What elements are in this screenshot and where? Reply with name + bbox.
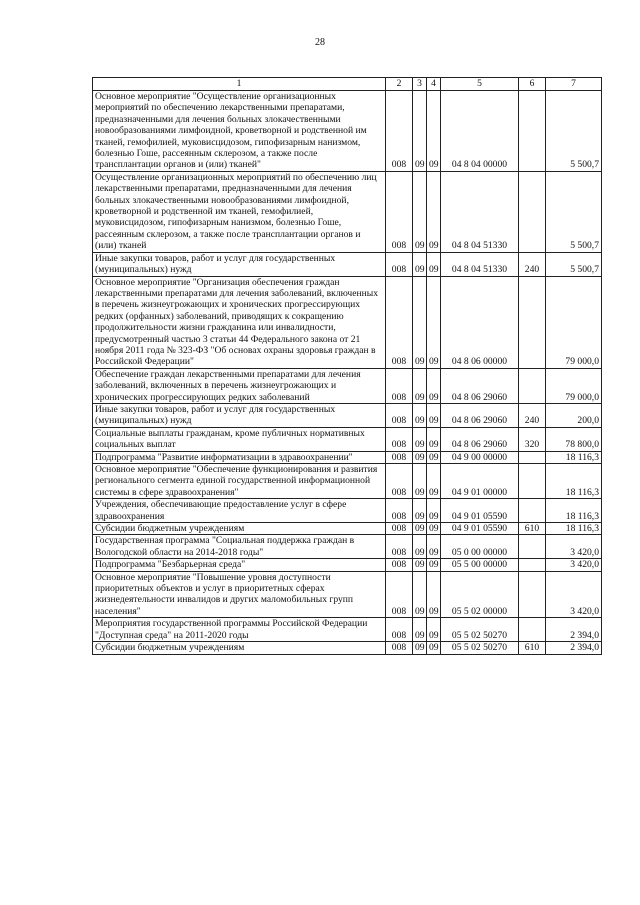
ministry-code: 008 (386, 91, 413, 172)
table-row (93, 523, 602, 535)
expense-type-code (519, 171, 546, 252)
row-name: Подпрограмма "Развитие информатизации в здравоохранении" (93, 451, 386, 463)
section-code: 09 (413, 535, 427, 559)
ministry-code: 008 (386, 427, 413, 451)
amount: 5 500,7 (546, 252, 602, 276)
section-code: 09 (413, 252, 427, 276)
table-row (93, 91, 602, 172)
row-name: Обеспечение граждан лекарственными препаратами для лечения заболеваний, включенных в перечень жизнеугрожающих и хронических прогрессирующих редких заболеваний (93, 368, 386, 403)
target-article-code: 05 5 02 00000 (441, 571, 519, 618)
table-body (93, 91, 602, 655)
table-row (93, 171, 602, 252)
row-name: Осуществление организационных мероприятий по обеспечению лиц лекарственными препаратами, предназначенными для лечения больных злокачественными новообразованиями лимфоидной, кроветворной и родственной им тканей, гемофилией, муковисцидозом, гипофизарным нанизмом, болезнью Гоше, рассеянным склерозом, а также после трансплантации органов и (или) тканей (93, 171, 386, 252)
row-name: Мероприятия государственной программы Российской Федерации "Доступная среда" на 2011-2020 годы (93, 618, 386, 642)
target-article-code: 05 5 00 00000 (441, 559, 519, 571)
section-code: 09 (413, 276, 427, 368)
ministry-code: 008 (386, 276, 413, 368)
subsection-code: 09 (427, 523, 441, 535)
row-name: Учреждения, обеспечивающие предоставление услуг в сфере здравоохранения (93, 499, 386, 523)
section-code: 09 (413, 451, 427, 463)
row-name: Основное мероприятие "Повышение уровня доступности приоритетных объектов и услуг в приоритетных сферах жизнедеятельности инвалидов и других маломобильных групп населения" (93, 571, 386, 618)
amount: 2 394,0 (546, 642, 602, 654)
table-row (93, 642, 602, 654)
section-code: 09 (413, 523, 427, 535)
section-code: 09 (413, 642, 427, 654)
table-row (93, 618, 602, 642)
table-row (93, 559, 602, 571)
expense-type-code (519, 368, 546, 403)
amount: 18 116,3 (546, 499, 602, 523)
ministry-code: 008 (386, 252, 413, 276)
row-name: Субсидии бюджетным учреждениям (93, 642, 386, 654)
ministry-code: 008 (386, 368, 413, 403)
column-header: 3 (413, 78, 427, 91)
subsection-code: 09 (427, 451, 441, 463)
ministry-code: 008 (386, 523, 413, 535)
target-article-code: 04 9 00 00000 (441, 451, 519, 463)
amount: 3 420,0 (546, 559, 602, 571)
target-article-code: 04 8 06 29060 (441, 403, 519, 427)
amount: 78 800,0 (546, 427, 602, 451)
column-header: 4 (427, 78, 441, 91)
expense-type-code: 240 (519, 252, 546, 276)
section-code: 09 (413, 171, 427, 252)
target-article-code: 05 5 02 50270 (441, 618, 519, 642)
row-name: Основное мероприятие "Осуществление организационных мероприятий по обеспечению лекарственными препаратами, предназначенными для лечения больных злокачественными новообразованиями лимфоидной, кроветворной и родственной им тканей, гемофилией, муковисцидозом, гипофизарным нанизмом, болезнью Гоше, рассеянным склерозом, а также после трансплантации органов и (или) тканей" (93, 91, 386, 172)
section-code: 09 (413, 559, 427, 571)
expense-type-code (519, 499, 546, 523)
table-row (93, 427, 602, 451)
amount: 2 394,0 (546, 618, 602, 642)
ministry-code: 008 (386, 403, 413, 427)
subsection-code: 09 (427, 642, 441, 654)
amount: 3 420,0 (546, 571, 602, 618)
subsection-code: 09 (427, 276, 441, 368)
target-article-code: 04 9 01 00000 (441, 464, 519, 499)
table-row (93, 276, 602, 368)
row-name: Субсидии бюджетным учреждениям (93, 523, 386, 535)
row-name: Подпрограмма "Безбарьерная среда" (93, 559, 386, 571)
table-row (93, 368, 602, 403)
section-code: 09 (413, 618, 427, 642)
ministry-code: 008 (386, 451, 413, 463)
subsection-code: 09 (427, 559, 441, 571)
ministry-code: 008 (386, 559, 413, 571)
page-number: 28 (315, 37, 325, 48)
subsection-code: 09 (427, 464, 441, 499)
subsection-code: 09 (427, 499, 441, 523)
target-article-code: 05 0 00 00000 (441, 535, 519, 559)
row-name: Основное мероприятие "Организация обеспечения граждан лекарственными препаратами для лечения заболеваний, включенных в перечень жизнеугрожающих и хронических прогрессирующих редких (орфанных) заболеваний, приводящих к сокращению продолжительности жизни гражданина или инвалидности, предусмотренный частью 3 статьи 44 Федерального закона от 21 ноября 2011 года № 323-ФЗ "Об основах охраны здоровья граждан в Российской Федерации" (93, 276, 386, 368)
expense-type-code: 240 (519, 403, 546, 427)
column-header: 6 (519, 78, 546, 91)
subsection-code: 09 (427, 252, 441, 276)
subsection-code: 09 (427, 571, 441, 618)
row-name: Основное мероприятие "Обеспечение функционирования и развития регионального сегмента единой государственной информационной системы в сфере здравоохранения" (93, 464, 386, 499)
subsection-code: 09 (427, 403, 441, 427)
table-row (93, 451, 602, 463)
table-row (93, 403, 602, 427)
amount: 5 500,7 (546, 171, 602, 252)
ministry-code: 008 (386, 642, 413, 654)
amount: 18 116,3 (546, 523, 602, 535)
target-article-code: 05 5 02 50270 (441, 642, 519, 654)
subsection-code: 09 (427, 427, 441, 451)
section-code: 09 (413, 91, 427, 172)
amount: 79 000,0 (546, 368, 602, 403)
amount: 3 420,0 (546, 535, 602, 559)
subsection-code: 09 (427, 535, 441, 559)
budget-table (92, 77, 602, 655)
expense-type-code: 320 (519, 427, 546, 451)
expense-type-code (519, 276, 546, 368)
target-article-code: 04 9 01 05590 (441, 523, 519, 535)
amount: 18 116,3 (546, 464, 602, 499)
amount: 18 116,3 (546, 451, 602, 463)
ministry-code: 008 (386, 571, 413, 618)
subsection-code: 09 (427, 618, 441, 642)
row-name: Иные закупки товаров, работ и услуг для государственных (муниципальных) нужд (93, 252, 386, 276)
target-article-code: 04 8 04 51330 (441, 252, 519, 276)
section-code: 09 (413, 427, 427, 451)
table-row (93, 535, 602, 559)
amount: 5 500,7 (546, 91, 602, 172)
ministry-code: 008 (386, 464, 413, 499)
column-header: 2 (386, 78, 413, 91)
ministry-code: 008 (386, 171, 413, 252)
section-code: 09 (413, 403, 427, 427)
expense-type-code (519, 91, 546, 172)
table-row (93, 252, 602, 276)
section-code: 09 (413, 499, 427, 523)
row-name: Социальные выплаты гражданам, кроме публичных нормативных социальных выплат (93, 427, 386, 451)
amount: 79 000,0 (546, 276, 602, 368)
expense-type-code (519, 535, 546, 559)
expense-type-code (519, 464, 546, 499)
table-header-row (93, 78, 602, 91)
target-article-code: 04 8 04 00000 (441, 91, 519, 172)
expense-type-code (519, 451, 546, 463)
ministry-code: 008 (386, 535, 413, 559)
section-code: 09 (413, 571, 427, 618)
ministry-code: 008 (386, 499, 413, 523)
subsection-code: 09 (427, 91, 441, 172)
subsection-code: 09 (427, 368, 441, 403)
ministry-code: 008 (386, 618, 413, 642)
subsection-code: 09 (427, 171, 441, 252)
target-article-code: 04 8 06 00000 (441, 276, 519, 368)
table-row (93, 464, 602, 499)
expense-type-code (519, 618, 546, 642)
expense-type-code (519, 559, 546, 571)
expense-type-code: 610 (519, 642, 546, 654)
target-article-code: 04 9 01 05590 (441, 499, 519, 523)
section-code: 09 (413, 464, 427, 499)
target-article-code: 04 8 06 29060 (441, 427, 519, 451)
column-header: 1 (93, 78, 386, 91)
table-row (93, 499, 602, 523)
table-row (93, 571, 602, 618)
section-code: 09 (413, 368, 427, 403)
target-article-code: 04 8 04 51330 (441, 171, 519, 252)
amount: 200,0 (546, 403, 602, 427)
expense-type-code (519, 571, 546, 618)
row-name: Государственная программа "Социальная поддержка граждан в Вологодской области на 2014-2018 годы" (93, 535, 386, 559)
row-name: Иные закупки товаров, работ и услуг для государственных (муниципальных) нужд (93, 403, 386, 427)
expense-type-code: 610 (519, 523, 546, 535)
target-article-code: 04 8 06 29060 (441, 368, 519, 403)
column-header: 5 (441, 78, 519, 91)
column-header: 7 (546, 78, 602, 91)
